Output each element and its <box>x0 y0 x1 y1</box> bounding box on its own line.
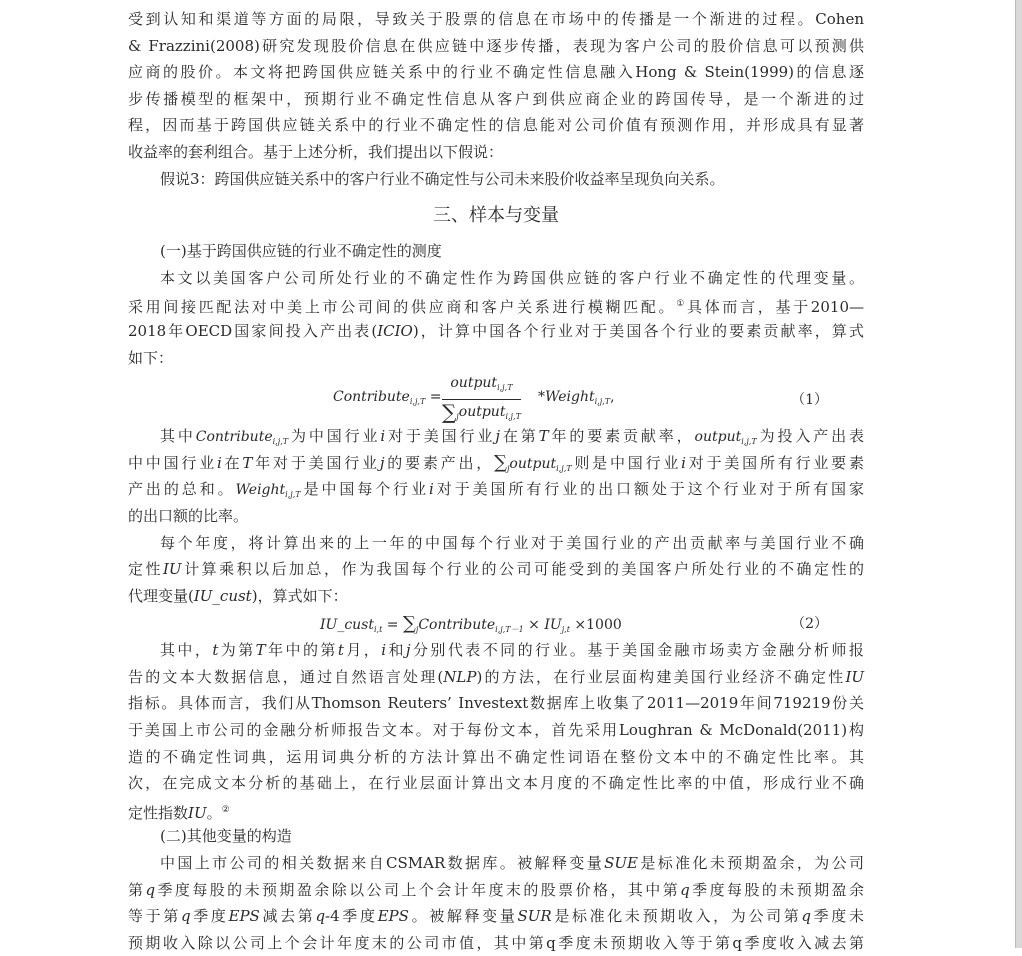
paper-page <box>128 6 864 956</box>
hypothesis-3: 假说3：跨国供应链关系中的客户行业不确定性与公司未来股价收益率呈现负向关系。 <box>160 169 725 188</box>
body-line: 定性IU计算乘积以后加总，作为我国每个行业的公司可能受到的美国客户所处行业的不确定性的 <box>128 560 864 579</box>
viewer-scrollbar-edge[interactable] <box>1016 0 1022 948</box>
body-line: 的出口额的比率。 <box>128 506 249 525</box>
body-line: 定性指数IU。② <box>128 803 230 822</box>
body-line: 其中，t为第T年中的第t月，i和j分别代表不同的行业。基于美国金融市场卖方金融分析师报 <box>160 641 864 660</box>
body-line: 步传播模型的框架中，预期行业不确定性信息从客户到供应商企业的跨国传导，是一个渐进的过 <box>128 89 864 108</box>
fraction: output$_{i,j,T}$ $\sum_joutput_{i,j,T}$ <box>442 373 521 429</box>
section-heading: 三、样本与变量 <box>433 205 559 227</box>
body-line: 程，因而基于跨国供应链关系中的行业不确定性的信息能对公司价值有预测作用，并形成具有显著 <box>128 116 864 135</box>
body-line: 本文以美国客户公司所处行业的不确定性作为跨国供应链的客户行业不确定性的代理变量。 <box>160 268 864 287</box>
body-line: 其中Contribute$_{i,j,T}$为中国行业i对于美国行业j在第T年的要素贡献率，output$_{i,j,T}$为投入产出表 <box>160 427 864 447</box>
body-line: 代理变量(IU_cust)，算式如下： <box>128 586 348 605</box>
subsection-heading-2: (二)其他变量的构造 <box>160 827 292 846</box>
body-line: 第q季度每股的未预期盈余除以公司上个会计年度末的股票价格，其中第q季度每股的未预期盈余 <box>128 880 864 899</box>
equation-number-1: （1） <box>791 392 828 409</box>
body-line: 每个年度，将计算出来的上一年的中国每个行业对于美国行业的产出贡献率与美国行业不确 <box>160 533 864 552</box>
body-line: 中国上市公司的相关数据来自CSMAR数据库。被解释变量SUE是标准化未预期盈余，为公司 <box>160 854 864 873</box>
body-line: 指标。具体而言，我们从Thomson Reuters’ Investext数据库上收集了2011—2019年间719219份关 <box>128 694 864 713</box>
body-line: 产出的总和。Weight$_{i,j,T}$是中国每个行业i对于美国所有行业的出口额处于这个行业对于所有国家 <box>128 480 864 500</box>
equation-2: IU_cust$_{i,t}$ = $\sum_jContribute_{i,j,T-1} \times IU_{j,t} \times 1000$ （2） <box>320 613 828 635</box>
body-line-cut: 预期收入除以公司上个会计年度末的公司市值，其中第q季度未预期收入等于第q季度收入减去第 <box>128 933 864 952</box>
subsection-heading-1: (一)基于跨国供应链的行业不确定性的测度 <box>160 242 442 261</box>
body-line: 中中国行业i在T年对于美国行业j的要素产出，$\sum_joutput_{i,j,T}$则是中国行业i对于美国所有行业要素 <box>128 451 864 473</box>
body-line: 受到认知和渠道等方面的局限，导致关于股票的信息在市场中的传播是一个渐进的过程。Cohen <box>128 10 864 28</box>
equation-1: Contribute$_{i,j,T}$ = output$_{i,j,T}$ $\sum_joutput_{i,j,T}$ *Weight$_{i,j,T}$, （1） <box>128 371 864 423</box>
footnote-ref-2[interactable]: ② <box>221 804 230 815</box>
body-line: 应商的股价。本文将把跨国供应链关系中的行业不确定性信息融入Hong & Stein(1999)的信息逐 <box>128 63 864 82</box>
body-line: 收益率的套利组合。基于上述分析，我们提出以下假说： <box>128 142 504 161</box>
body-line: 次，在完成文本分析的基础上，在行业层面计算出文本月度的不确定性比率的中值，形成行业不确 <box>128 774 864 793</box>
equation-number-2: （2） <box>791 616 828 633</box>
body-line: 于美国上市公司的金融分析师报告文本。对于每份文本，首先采用Loughran & McDonald(2011)构 <box>128 721 864 740</box>
body-line: 等于第q季度EPS减去第q-4季度EPS。被解释变量SUR是标准化未预期收入，为公司第q季度未 <box>128 907 864 926</box>
body-line: 2018年OECD国家间投入产出表(ICIO)，计算中国各个行业对于美国各个行业的要素贡献率，算式 <box>128 321 864 340</box>
body-line: 如下： <box>128 348 174 367</box>
footnote-ref-1[interactable]: ① <box>676 299 688 310</box>
body-line: 告的文本大数据信息，通过自然语言处理(NLP)的方法，在行业层面构建美国行业经济不确定性IU <box>128 667 865 686</box>
body-line: & Frazzini(2008)研究发现股价信息在供应链中逐步传播，表现为客户公司的股价信息可以预测供 <box>128 36 864 55</box>
body-line: 造的不确定性词典，运用词典分析的方法计算出不确定性词语在整份文本中的不确定性比率。其 <box>128 747 864 766</box>
body-line: 采用间接匹配法对中美上市公司间的供应商和客户关系进行模糊匹配。①具体而言，基于2010— <box>128 298 864 317</box>
